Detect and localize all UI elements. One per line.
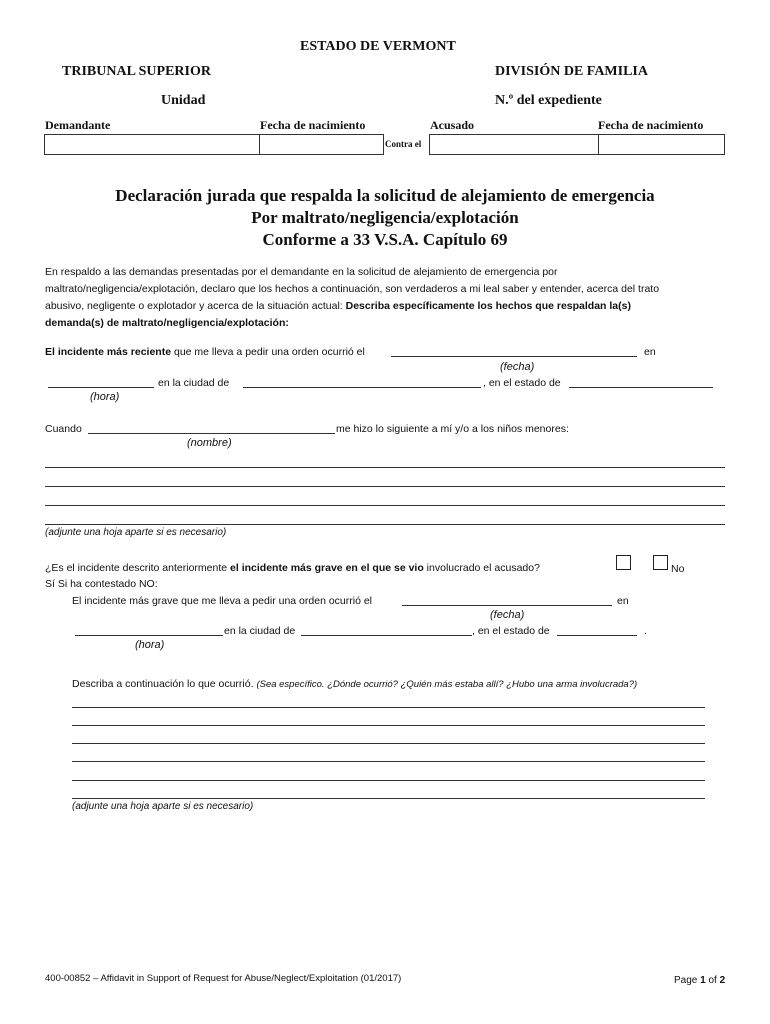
recent-en-label: en xyxy=(644,346,656,358)
recent-state-label: , en el estado de xyxy=(483,377,561,389)
description-line-2[interactable] xyxy=(45,486,725,487)
defendant-dob-label: Fecha de nacimiento xyxy=(598,118,704,132)
recent-incident-label: El incidente más reciente xyxy=(45,346,172,358)
worst-question-a: ¿Es el incidente descrito anteriormente xyxy=(45,562,231,574)
intro-line-4: demanda(s) de maltrato/negligencia/explotación: xyxy=(45,317,289,329)
si-line: Sí Si ha contestado NO: xyxy=(45,578,158,590)
unit-label: Unidad xyxy=(161,93,206,108)
worst-city-field[interactable] xyxy=(301,635,472,636)
worst-period: . xyxy=(644,625,647,637)
worst-state-field[interactable] xyxy=(557,635,637,636)
recent-date-field[interactable] xyxy=(391,356,637,357)
recent-time-field[interactable] xyxy=(48,387,154,388)
description-line-4[interactable] xyxy=(45,524,725,525)
recent-fecha-hint: (fecha) xyxy=(500,361,535,373)
plaintiff-label: Demandante xyxy=(45,118,111,132)
recent-city-field[interactable] xyxy=(243,387,481,388)
recent-incident-line xyxy=(45,344,365,361)
worst-en-label: en xyxy=(617,595,629,607)
page-of: of xyxy=(705,975,720,986)
page-number xyxy=(674,975,725,986)
abuser-name-field[interactable] xyxy=(88,433,335,434)
plaintiff-field[interactable] xyxy=(44,134,260,155)
defendant-dob-field[interactable] xyxy=(598,134,725,155)
page-current: 1 xyxy=(700,975,706,986)
worst-fecha-hint: (fecha) xyxy=(490,609,525,621)
worst-description-line-6[interactable] xyxy=(72,798,705,799)
division-label: DIVISIÓN DE FAMILIA xyxy=(495,64,648,79)
attach-note-1: (adjunte una hoja aparte si es necesario) xyxy=(45,527,227,538)
state-heading: ESTADO DE VERMONT xyxy=(300,39,456,54)
worst-question-c: involucrado el acusado? xyxy=(423,562,540,574)
intro-instruction: Describa específicamente los hechos que respaldan la(s) xyxy=(345,300,631,312)
recent-state-field[interactable] xyxy=(569,387,713,388)
describe-line xyxy=(72,676,637,693)
worst-date-field[interactable] xyxy=(402,605,612,606)
worst-occurred-label: El incidente más grave que me lleva a pedir una orden ocurrió el xyxy=(72,595,373,607)
page-total: 2 xyxy=(719,975,726,986)
versus-label: Contra el xyxy=(385,139,422,149)
attach-note-2: (adjunte una hoja aparte si es necesario) xyxy=(72,801,254,812)
recent-city-label: en la ciudad de xyxy=(158,377,230,389)
form-subtitle: Por maltrato/negligencia/explotación xyxy=(251,208,519,227)
recent-hora-hint: (hora) xyxy=(90,391,120,403)
docket-label: N.º del expediente xyxy=(495,93,602,108)
form-title: Declaración jurada que respalda la solicitud de alejamiento de emergencia xyxy=(115,186,655,205)
intro-line-3 xyxy=(45,298,631,315)
worst-city-label: en la ciudad de xyxy=(224,625,296,637)
court-label: TRIBUNAL SUPERIOR xyxy=(62,64,211,79)
defendant-field[interactable] xyxy=(429,134,599,155)
intro-line-1: En respaldo a las demandas presentadas por el demandante en la solicitud de alejamiento de emergencia por xyxy=(45,266,558,278)
worst-description-line-1[interactable] xyxy=(72,707,705,708)
describe-hint: (Sea específico. ¿Dónde ocurrió? ¿Quién más estaba allí? ¿Hubo una arma involucrada?) xyxy=(256,679,638,690)
worst-description-line-2[interactable] xyxy=(72,725,705,726)
page-prefix: Page xyxy=(674,975,701,986)
no-label: No xyxy=(671,563,685,575)
cuando-rest: me hizo lo siguiente a mí y/o a los niños menores: xyxy=(336,423,569,435)
plaintiff-dob-field[interactable] xyxy=(259,134,384,155)
no-checkbox[interactable] xyxy=(653,555,668,570)
worst-time-field[interactable] xyxy=(75,635,223,636)
cuando-label: Cuando xyxy=(45,423,82,435)
defendant-label: Acusado xyxy=(430,118,475,132)
intro-line-2: maltrato/negligencia/explotación, declaro que los hechos a continuación, son verdaderos a mi leal saber y entender, acerca del trato xyxy=(45,283,660,295)
worst-question xyxy=(45,560,540,577)
form-number-footer: 400-00852 – Affidavit in Support of Request for Abuse/Neglect/Exploitation (01/2017) xyxy=(45,973,402,984)
description-line-1[interactable] xyxy=(45,467,725,468)
intro-line-3-text: abusivo, negligente o explotador y acerca de la situación actual: xyxy=(45,300,346,312)
form-statute: Conforme a 33 V.S.A. Capítulo 69 xyxy=(262,230,508,249)
worst-question-b: el incidente más grave en el que se vio xyxy=(230,562,424,574)
worst-description-line-4[interactable] xyxy=(72,761,705,762)
description-line-3[interactable] xyxy=(45,505,725,506)
yes-checkbox[interactable] xyxy=(616,555,631,570)
worst-hora-hint: (hora) xyxy=(135,639,165,651)
recent-incident-text: que me lleva a pedir una orden ocurrió el xyxy=(171,346,365,358)
plaintiff-dob-label: Fecha de nacimiento xyxy=(260,118,366,132)
worst-description-line-5[interactable] xyxy=(72,780,705,781)
worst-description-line-3[interactable] xyxy=(72,743,705,744)
nombre-hint: (nombre) xyxy=(187,437,232,449)
worst-state-label: , en el estado de xyxy=(472,625,550,637)
describe-label: Describa a continuación lo que ocurrió. xyxy=(72,678,257,690)
